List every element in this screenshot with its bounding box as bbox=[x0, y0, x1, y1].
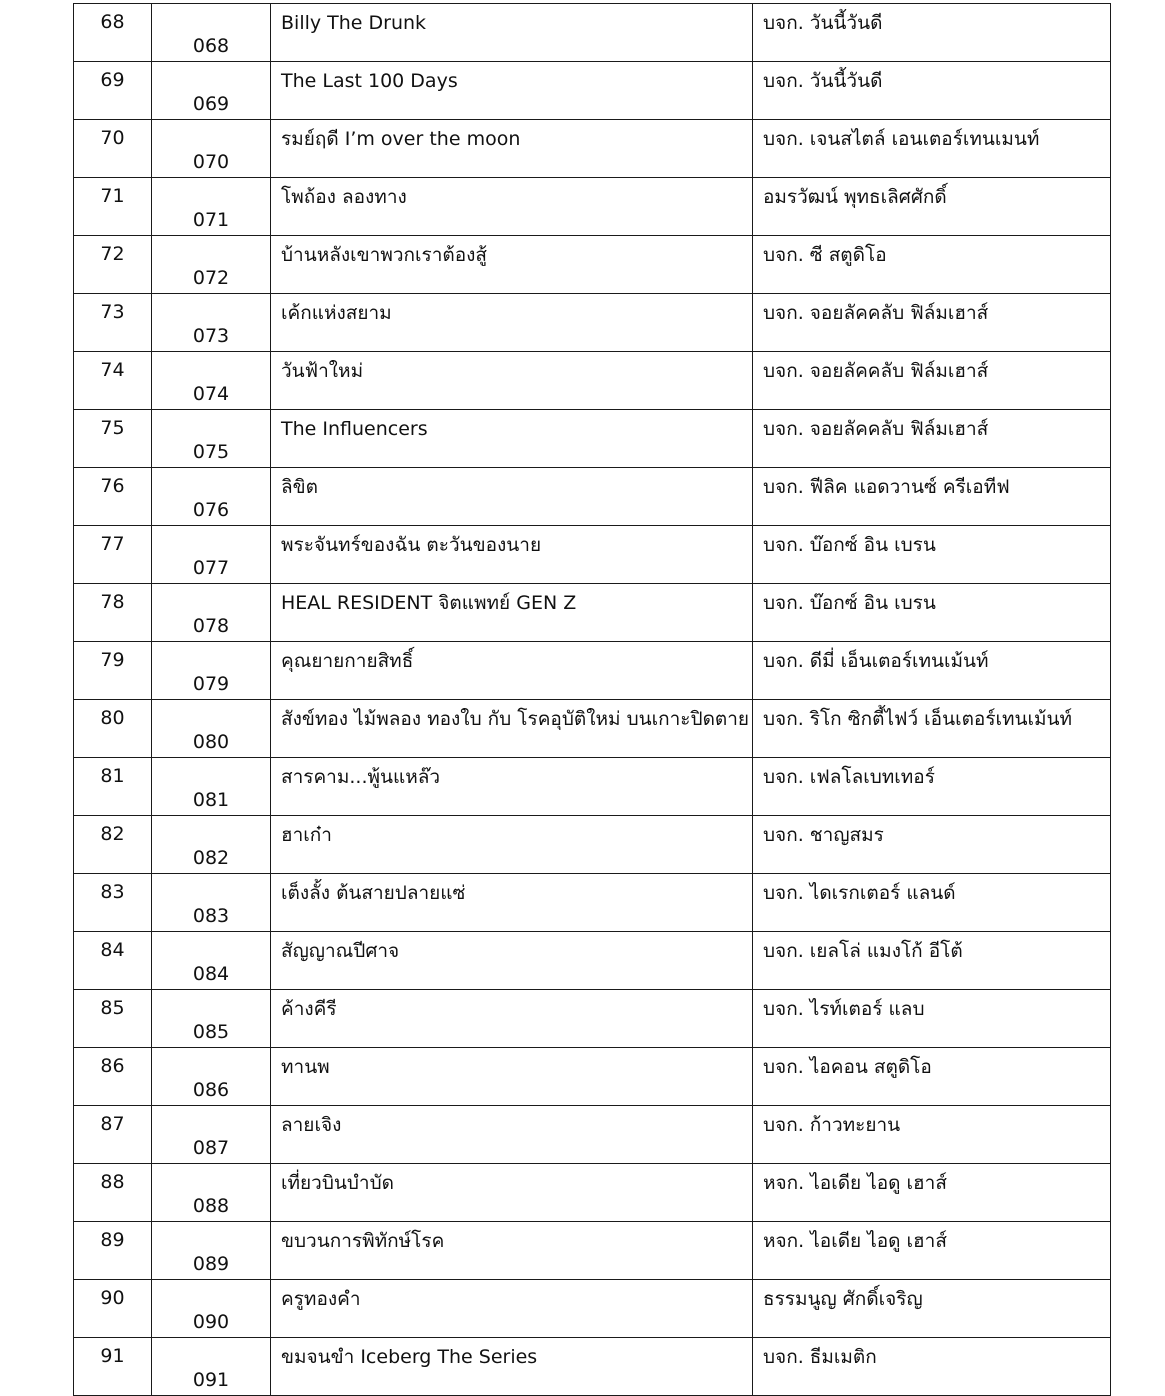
project-code-cell: 077 bbox=[152, 526, 271, 584]
table-row bbox=[74, 4, 1111, 62]
company-name-cell: บจก. ดีมี่ เอ็นเตอร์เทนเม้นท์ bbox=[753, 642, 1111, 700]
project-code-cell: 070 bbox=[152, 120, 271, 178]
table-row bbox=[74, 1280, 1111, 1338]
table-row bbox=[74, 1164, 1111, 1222]
row-number-cell: 88 bbox=[74, 1164, 152, 1222]
project-title-cell: ครูทองคำ bbox=[271, 1280, 753, 1338]
project-code-cell: 090 bbox=[152, 1280, 271, 1338]
row-number-cell: 90 bbox=[74, 1280, 152, 1338]
project-title-cell: ลิขิต bbox=[271, 468, 753, 526]
project-code-cell: 069 bbox=[152, 62, 271, 120]
project-title-cell: คุณยายกายสิทธิ์ bbox=[271, 642, 753, 700]
project-title-cell: ฮาเก๋า bbox=[271, 816, 753, 874]
row-number-cell: 89 bbox=[74, 1222, 152, 1280]
table-row bbox=[74, 874, 1111, 932]
row-number-cell: 69 bbox=[74, 62, 152, 120]
row-number-cell: 85 bbox=[74, 990, 152, 1048]
project-title-cell: เที่ยวบินบำบัด bbox=[271, 1164, 753, 1222]
row-number-cell: 82 bbox=[74, 816, 152, 874]
company-name-cell: หจก. ไอเดีย ไอดู เฮาส์ bbox=[753, 1164, 1111, 1222]
row-number-cell: 72 bbox=[74, 236, 152, 294]
company-name-cell: บจก. ชาญสมร bbox=[753, 816, 1111, 874]
row-number-cell: 79 bbox=[74, 642, 152, 700]
project-code-cell: 080 bbox=[152, 700, 271, 758]
company-name-cell: บจก. ไรท์เตอร์ แลบ bbox=[753, 990, 1111, 1048]
project-title-cell: ขบวนการพิทักษ์โรค bbox=[271, 1222, 753, 1280]
project-title-cell: รมย์ฤดี I’m over the moon bbox=[271, 120, 753, 178]
project-title-cell: ลายเจิง bbox=[271, 1106, 753, 1164]
project-code-cell: 076 bbox=[152, 468, 271, 526]
table-row bbox=[74, 758, 1111, 816]
table-row bbox=[74, 642, 1111, 700]
row-number-cell: 83 bbox=[74, 874, 152, 932]
table-row bbox=[74, 584, 1111, 642]
company-name-cell: บจก. ไอคอน สตูดิโอ bbox=[753, 1048, 1111, 1106]
company-name-cell: บจก. วันนี้วันดี bbox=[753, 4, 1111, 62]
row-number-cell: 71 bbox=[74, 178, 152, 236]
project-code-cell: 078 bbox=[152, 584, 271, 642]
table-row bbox=[74, 932, 1111, 990]
company-name-cell: บจก. เฟลโลเบทเทอร์ bbox=[753, 758, 1111, 816]
table-row bbox=[74, 990, 1111, 1048]
company-name-cell: บจก. ธีมเมติก bbox=[753, 1338, 1111, 1396]
project-code-cell: 087 bbox=[152, 1106, 271, 1164]
project-title-cell: วันฟ้าใหม่ bbox=[271, 352, 753, 410]
project-title-cell: สัญญาณปีศาจ bbox=[271, 932, 753, 990]
project-code-cell: 068 bbox=[152, 4, 271, 62]
project-title-cell: The Influencers bbox=[271, 410, 753, 468]
row-number-cell: 86 bbox=[74, 1048, 152, 1106]
company-name-cell: บจก. ไดเรกเตอร์ แลนด์ bbox=[753, 874, 1111, 932]
project-code-cell: 086 bbox=[152, 1048, 271, 1106]
company-name-cell: บจก. จอยลัคคลับ ฟิล์มเฮาส์ bbox=[753, 294, 1111, 352]
project-title-cell: เค้กแห่งสยาม bbox=[271, 294, 753, 352]
company-name-cell: อมรวัฒน์ พุทธเลิศศักดิ์ bbox=[753, 178, 1111, 236]
company-name-cell: บจก. ซี สตูดิโอ bbox=[753, 236, 1111, 294]
table-row bbox=[74, 816, 1111, 874]
table-row bbox=[74, 700, 1111, 758]
project-title-cell: พระจันทร์ของฉัน ตะวันของนาย bbox=[271, 526, 753, 584]
project-title-cell: HEAL RESIDENT จิตแพทย์ GEN Z bbox=[271, 584, 753, 642]
row-number-cell: 87 bbox=[74, 1106, 152, 1164]
row-number-cell: 84 bbox=[74, 932, 152, 990]
project-table bbox=[73, 3, 1111, 1396]
project-code-cell: 089 bbox=[152, 1222, 271, 1280]
row-number-cell: 68 bbox=[74, 4, 152, 62]
row-number-cell: 81 bbox=[74, 758, 152, 816]
row-number-cell: 75 bbox=[74, 410, 152, 468]
project-code-cell: 081 bbox=[152, 758, 271, 816]
project-title-cell: บ้านหลังเขาพวกเราต้องสู้ bbox=[271, 236, 753, 294]
row-number-cell: 78 bbox=[74, 584, 152, 642]
project-code-cell: 083 bbox=[152, 874, 271, 932]
row-number-cell: 91 bbox=[74, 1338, 152, 1396]
project-code-cell: 073 bbox=[152, 294, 271, 352]
project-title-cell: ค้างคีรี bbox=[271, 990, 753, 1048]
project-code-cell: 075 bbox=[152, 410, 271, 468]
project-code-cell: 071 bbox=[152, 178, 271, 236]
table-row bbox=[74, 526, 1111, 584]
company-name-cell: บจก. จอยลัคคลับ ฟิล์มเฮาส์ bbox=[753, 352, 1111, 410]
project-title-cell: The Last 100 Days bbox=[271, 62, 753, 120]
project-title-cell: สังข์ทอง ไม้พลอง ทองใบ กับ โรคอุบัติใหม่ บนเกาะปิดตาย bbox=[271, 700, 753, 758]
project-code-cell: 072 bbox=[152, 236, 271, 294]
company-name-cell: บจก. ฟีลิค แอดวานซ์ ครีเอทีฟ bbox=[753, 468, 1111, 526]
project-title-cell: สารคาม...พู้นแหล๊ว bbox=[271, 758, 753, 816]
company-name-cell: บจก. บ๊อกซ์ อิน เบรน bbox=[753, 526, 1111, 584]
company-name-cell: บจก. ริโก ซิกตี้ไฟว์ เอ็นเตอร์เทนเม้นท์ bbox=[753, 700, 1111, 758]
project-code-cell: 084 bbox=[152, 932, 271, 990]
table-row bbox=[74, 352, 1111, 410]
company-name-cell: บจก. ก้าวทะยาน bbox=[753, 1106, 1111, 1164]
company-name-cell: บจก. จอยลัคคลับ ฟิล์มเฮาส์ bbox=[753, 410, 1111, 468]
table-row bbox=[74, 468, 1111, 526]
table-row bbox=[74, 1048, 1111, 1106]
project-title-cell: โพถ้อง ลองทาง bbox=[271, 178, 753, 236]
project-code-cell: 082 bbox=[152, 816, 271, 874]
company-name-cell: บจก. เยลโล่ แมงโก้ อีโต้ bbox=[753, 932, 1111, 990]
project-code-cell: 074 bbox=[152, 352, 271, 410]
table-row bbox=[74, 294, 1111, 352]
table-body bbox=[74, 4, 1111, 1396]
table-row bbox=[74, 236, 1111, 294]
project-code-cell: 085 bbox=[152, 990, 271, 1048]
row-number-cell: 73 bbox=[74, 294, 152, 352]
company-name-cell: บจก. บ๊อกซ์ อิน เบรน bbox=[753, 584, 1111, 642]
table-row bbox=[74, 410, 1111, 468]
row-number-cell: 70 bbox=[74, 120, 152, 178]
row-number-cell: 74 bbox=[74, 352, 152, 410]
project-code-cell: 091 bbox=[152, 1338, 271, 1396]
project-title-cell: ทานพ bbox=[271, 1048, 753, 1106]
row-number-cell: 76 bbox=[74, 468, 152, 526]
project-title-cell: Billy The Drunk bbox=[271, 4, 753, 62]
row-number-cell: 77 bbox=[74, 526, 152, 584]
row-number-cell: 80 bbox=[74, 700, 152, 758]
project-code-cell: 079 bbox=[152, 642, 271, 700]
table-row bbox=[74, 1338, 1111, 1396]
table-row bbox=[74, 62, 1111, 120]
project-title-cell: ขมจนขำ Iceberg The Series bbox=[271, 1338, 753, 1396]
company-name-cell: ธรรมนูญ ศักดิ์เจริญ bbox=[753, 1280, 1111, 1338]
table-row bbox=[74, 120, 1111, 178]
table-row bbox=[74, 1222, 1111, 1280]
company-name-cell: บจก. วันนี้วันดี bbox=[753, 62, 1111, 120]
project-title-cell: เต็งลั้ง ต้นสายปลายแซ่ bbox=[271, 874, 753, 932]
company-name-cell: หจก. ไอเดีย ไอดู เฮาส์ bbox=[753, 1222, 1111, 1280]
table-row bbox=[74, 178, 1111, 236]
project-code-cell: 088 bbox=[152, 1164, 271, 1222]
table-row bbox=[74, 1106, 1111, 1164]
company-name-cell: บจก. เจนสไตล์ เอนเตอร์เทนเมนท์ bbox=[753, 120, 1111, 178]
